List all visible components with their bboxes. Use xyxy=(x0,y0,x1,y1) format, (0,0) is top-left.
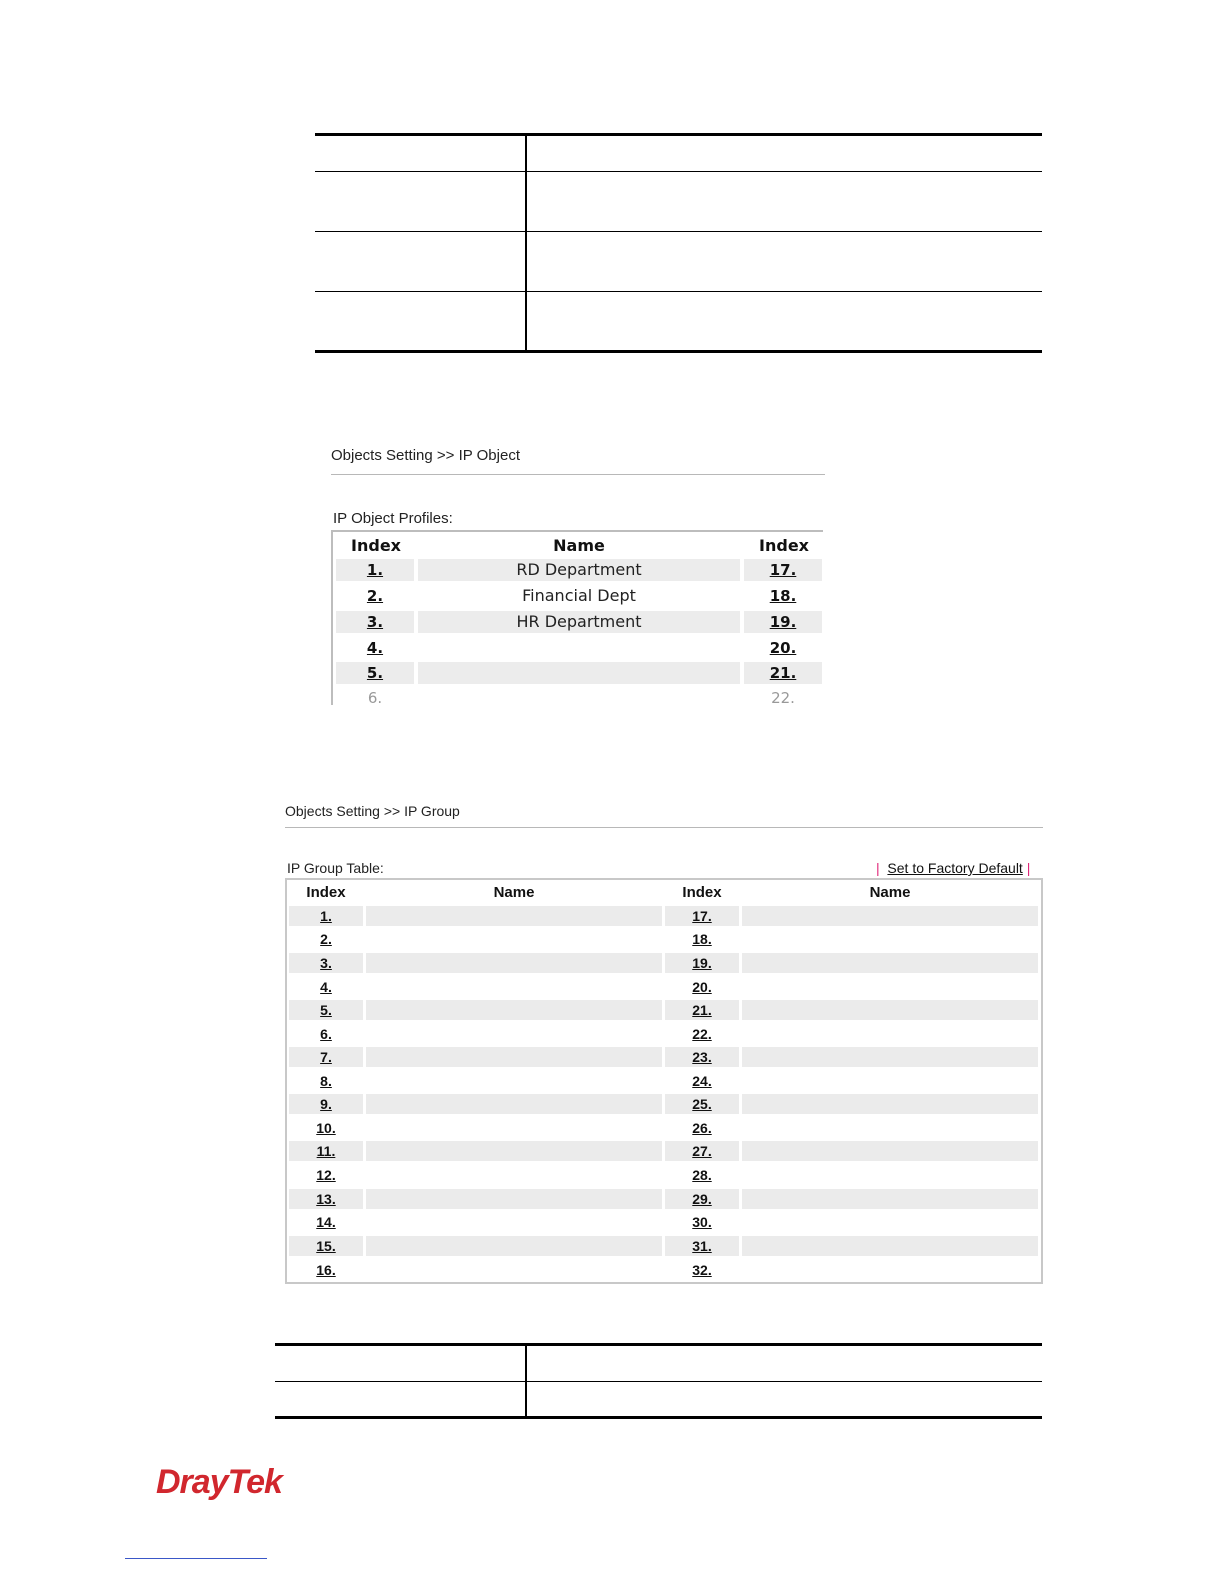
group-link[interactable]: 32. xyxy=(692,1262,712,1278)
ip-object-profiles-label: IP Object Profiles: xyxy=(333,510,453,527)
table-row xyxy=(289,1071,1039,1091)
column-header-index-2: Index xyxy=(759,536,809,555)
group-link[interactable]: 26. xyxy=(692,1120,712,1136)
table-row xyxy=(289,1000,1039,1020)
table-row xyxy=(289,953,1039,973)
column-header-name: Name xyxy=(553,536,605,555)
table-row xyxy=(289,1260,1039,1280)
column-header-index: Index xyxy=(351,536,401,555)
table-row xyxy=(289,1165,1039,1185)
group-link[interactable]: 16. xyxy=(316,1262,336,1278)
ip-group-table-label: IP Group Table: xyxy=(287,860,384,876)
table-row xyxy=(336,559,822,581)
group-link[interactable]: 2. xyxy=(320,931,332,947)
group-link[interactable]: 4. xyxy=(320,979,332,995)
group-link[interactable]: 22. xyxy=(692,1026,712,1042)
profile-link[interactable]: 2. xyxy=(366,587,384,605)
set-to-factory-default-link[interactable]: Set to Factory Default xyxy=(887,860,1023,876)
table-row xyxy=(289,1094,1039,1114)
group-link[interactable]: 15. xyxy=(316,1238,336,1254)
group-link[interactable]: 31. xyxy=(692,1238,712,1254)
table-row xyxy=(336,662,822,684)
group-link[interactable]: 30. xyxy=(692,1214,712,1230)
table-row xyxy=(289,1189,1039,1209)
table-row xyxy=(289,906,1039,926)
group-link[interactable]: 20. xyxy=(692,979,712,995)
table-row xyxy=(289,1236,1039,1256)
profile-name: HR Department xyxy=(516,612,642,631)
profile-link[interactable]: 17. xyxy=(769,561,797,579)
column-header-name-2: Name xyxy=(869,884,911,901)
group-link[interactable]: 13. xyxy=(316,1191,336,1207)
group-link[interactable]: 23. xyxy=(692,1049,712,1065)
table-row xyxy=(289,1212,1039,1232)
group-link[interactable]: 12. xyxy=(316,1167,336,1183)
profile-name: RD Department xyxy=(516,560,642,579)
group-link[interactable]: 3. xyxy=(320,955,332,971)
footer-divider xyxy=(125,1558,267,1559)
profile-name: Financial Dept xyxy=(522,586,636,605)
column-header-index-2: Index xyxy=(682,884,722,901)
profile-link[interactable]: 1. xyxy=(366,561,384,579)
table-row xyxy=(289,929,1039,949)
table-row xyxy=(289,977,1039,997)
group-link[interactable]: 28. xyxy=(692,1167,712,1183)
table-row xyxy=(289,1047,1039,1067)
profile-link[interactable]: 18. xyxy=(769,587,797,605)
draytek-logo: DrayTek xyxy=(156,1463,282,1501)
table-row xyxy=(289,1141,1039,1161)
group-link[interactable]: 1. xyxy=(320,908,332,924)
profile-link[interactable]: 19. xyxy=(769,613,797,631)
group-link[interactable]: 10. xyxy=(316,1120,336,1136)
group-link[interactable]: 21. xyxy=(692,1002,712,1018)
table-row xyxy=(336,611,822,633)
group-link[interactable]: 11. xyxy=(316,1143,336,1159)
profile-link[interactable]: 4. xyxy=(366,639,384,657)
table-row xyxy=(289,1118,1039,1138)
group-link[interactable]: 27. xyxy=(692,1143,712,1159)
group-link[interactable]: 18. xyxy=(692,931,712,947)
group-link[interactable]: 25. xyxy=(692,1096,712,1112)
ip-object-breadcrumb: Objects Setting >> IP Object xyxy=(331,447,520,464)
profile-link[interactable]: 6. xyxy=(367,689,383,707)
profile-link[interactable]: 5. xyxy=(366,664,384,682)
group-link[interactable]: 14. xyxy=(316,1214,336,1230)
profile-link[interactable]: 21. xyxy=(769,664,797,682)
table-row xyxy=(336,585,822,607)
factory-default-area: | Set to Factory Default | xyxy=(876,860,1031,876)
ip-group-breadcrumb: Objects Setting >> IP Group xyxy=(285,803,460,819)
group-link[interactable]: 8. xyxy=(320,1073,332,1089)
group-link[interactable]: 29. xyxy=(692,1191,712,1207)
column-header-name: Name xyxy=(493,884,535,901)
profile-link[interactable]: 22. xyxy=(771,689,795,707)
group-link[interactable]: 5. xyxy=(320,1002,332,1018)
table-row xyxy=(289,1024,1039,1044)
group-link[interactable]: 6. xyxy=(320,1026,332,1042)
group-link[interactable]: 17. xyxy=(692,908,712,924)
table-row xyxy=(336,687,822,709)
group-link[interactable]: 9. xyxy=(320,1096,332,1112)
table-row xyxy=(336,637,822,659)
profile-link[interactable]: 3. xyxy=(366,613,384,631)
profile-link[interactable]: 20. xyxy=(769,639,797,657)
group-link[interactable]: 19. xyxy=(692,955,712,971)
group-link[interactable]: 24. xyxy=(692,1073,712,1089)
group-link[interactable]: 7. xyxy=(320,1049,332,1065)
column-header-index: Index xyxy=(306,884,346,901)
